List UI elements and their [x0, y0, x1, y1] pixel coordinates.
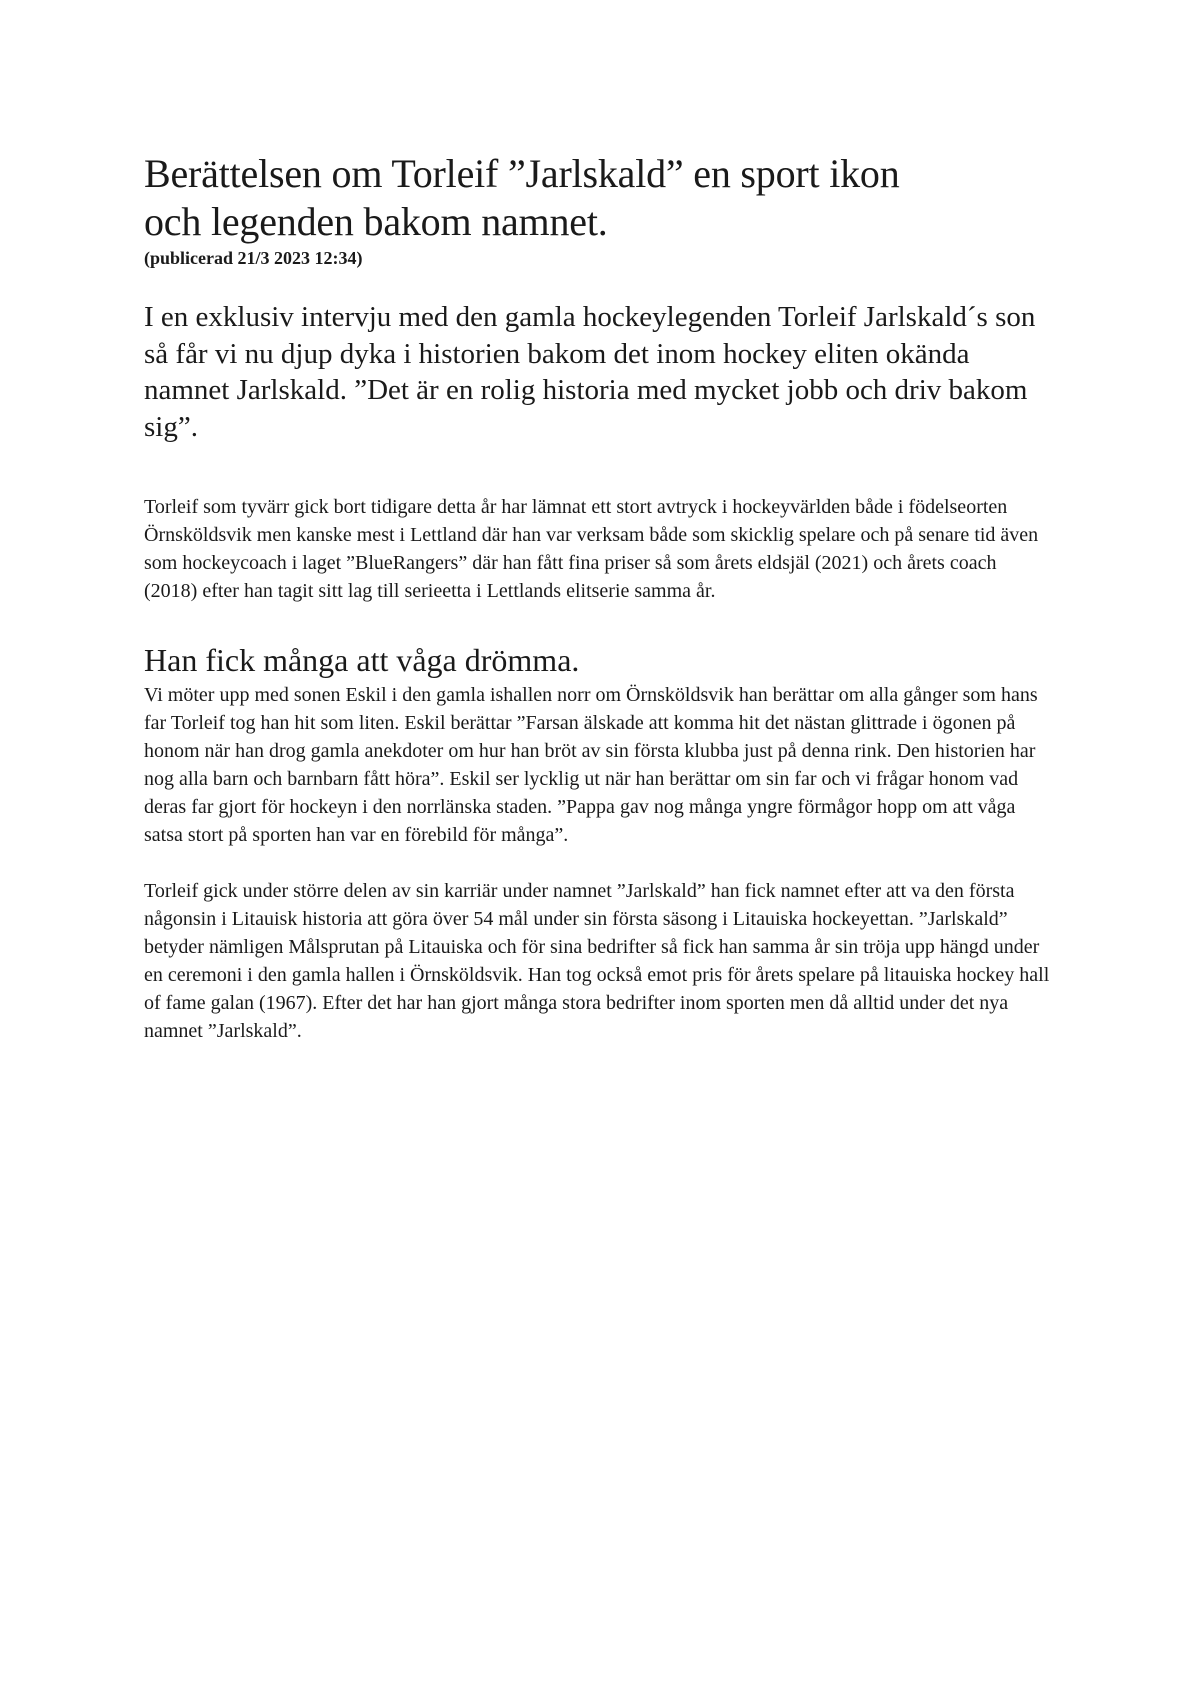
article-title-line-1: Berättelsen om Torleif ”Jarlskald” en sport ikon [144, 151, 900, 196]
article-title [144, 150, 1054, 246]
section-heading: Han fick många att våga drömma. [144, 642, 580, 678]
publish-date: (publicerad 21/3 2023 12:34) [144, 248, 363, 268]
document-page [144, 150, 1054, 1045]
article-title-line-2: och legenden bakom namnet. [144, 199, 608, 244]
lead-paragraph: I en exklusiv intervju med den gamla hockeylegenden Torleif Jarlskald´s son så får vi nu djup dyka i historien bakom det inom hockey eliten okända namnet Jarlskald. ”Det är en rolig historia med mycket jobb och driv bakom sig”. [144, 301, 1036, 443]
body-paragraph-1: Torleif som tyvärr gick bort tidigare detta år har lämnat ett stort avtryck i hockeyvärlden både i födelseorten Örnsköldsvik men kanske mest i Lettland där han var verksam både som skicklig spelare och på senare tid även som hockeycoach i laget ”BlueRangers” där han fått fina priser så som årets eldsjäl (2021) och årets coach (2018) efter han tagit sitt lag till serieetta i Lettlands elitserie samma år. [144, 496, 1039, 602]
body-paragraph-2: Vi möter upp med sonen Eskil i den gamla ishallen norr om Örnsköldsvik han berättar om alla gånger som hans far Torleif tog han hit som liten. Eskil berättar ”Farsan älskade att komma hit det nästan glittrade i ögonen på honom när han drog gamla anekdoter om hur han bröt av sin första klubba just på denna rink. Den historien har nog alla barn och barnbarn fått höra”. Eskil ser lycklig ut när han berättar om sin far och vi frågar honom vad deras far gjort för hockeyn i den norrlänska staden. ”Pappa gav nog många yngre förmågor hopp om att våga satsa stort på sporten han var en förebild för många”. [144, 684, 1038, 846]
body-paragraph-3: Torleif gick under större delen av sin karriär under namnet ”Jarlskald” han fick namnet efter att va den första någonsin i Litauisk historia att göra över 54 mål under sin första säsong i Litauiska hockeyettan. ”Jarlskald” betyder nämligen Målsprutan på Litauiska och för sina bedrifter så fick han samma år sin tröja upp hängd under en ceremoni i den gamla hallen i Örnsköldsvik. Han tog också emot pris för årets spelare på litauiska hockey hall of fame galan (1967). Efter det har han gjort många stora bedrifter inom sporten men då alltid under det nya namnet ”Jarlskald”. [144, 880, 1050, 1042]
